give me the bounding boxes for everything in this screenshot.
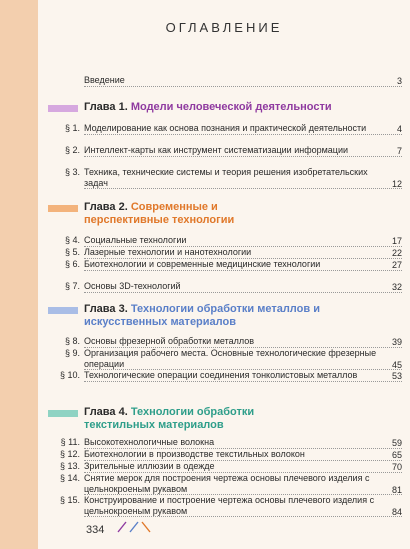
toc-row-title: Техника, технические системы и теория решения изобретательских задач (84, 167, 402, 189)
toc-row-page: 70 (391, 462, 402, 472)
toc-row-s6[interactable] (64, 259, 402, 271)
toc-row-page: 81 (391, 484, 402, 495)
toc-row-title: Моделирование как основа познания и практической деятельности (84, 123, 402, 135)
toc-row-page: 3 (396, 76, 402, 86)
section-number: § 3. (64, 167, 80, 177)
toc-row-page: 22 (391, 248, 402, 258)
toc-row-s10[interactable] (59, 370, 402, 382)
toc-row-intro[interactable] (84, 75, 402, 87)
chapter-3-heading[interactable] (84, 303, 370, 329)
chapter-4-heading[interactable] (84, 406, 320, 432)
toc-row-s9[interactable] (64, 348, 402, 370)
toc-row-page: 65 (391, 450, 402, 460)
toc-row-title: Интеллект-карты как инструмент систематизации информации (84, 145, 402, 157)
section-number: § 4. (64, 235, 80, 245)
toc-row-title: Организация рабочего места. Основные технологические фрезерные операции (84, 348, 402, 370)
toc-row-s3[interactable] (64, 167, 402, 189)
toc-row-title: Зрительные иллюзии в одежде (84, 461, 402, 473)
toc-row-title: Биотехнологии в производстве текстильных волокон (84, 449, 402, 461)
section-number: § 7. (64, 281, 80, 291)
page-number: 334 (86, 524, 105, 536)
chapter-4-title: Технологии обработки текстильных материалов (84, 406, 255, 431)
section-number: § 11. (60, 437, 80, 447)
toc-row-s5[interactable] (64, 247, 402, 259)
chapter-2-heading[interactable] (84, 201, 300, 227)
toc-row-page: 4 (396, 124, 402, 134)
section-number: § 10. (59, 370, 80, 380)
toc-row-s8[interactable] (64, 336, 402, 348)
chapter-1-title: Модели человеческой деятельности (130, 101, 332, 113)
toc-row-title: Биотехнологии и современные медицинские технологии (84, 259, 402, 271)
chapter-3-prefix: Глава 3. (84, 303, 128, 315)
toc-row-page: 53 (391, 371, 402, 381)
toc-row-page: 45 (391, 359, 402, 370)
chapter-1-swatch (48, 105, 78, 112)
toc-row-s4[interactable] (64, 235, 402, 247)
toc-row-title: Основы 3D-технологий (84, 281, 402, 293)
toc-row-title: Социальные технологии (84, 235, 402, 247)
toc-row-title: Снятие мерок для построения чертежа основы плечевого изделия с цельнокроеным рукавом (84, 473, 402, 495)
toc-row-title: Основы фрезерной обработки металлов (84, 336, 402, 348)
decorative-side-strip (0, 0, 38, 549)
chapter-3-title: Технологии обработки металлов и искусственных материалов (84, 303, 320, 328)
decorative-slashes-icon (116, 520, 156, 534)
toc-row-s7[interactable] (64, 281, 402, 293)
section-number: § 13. (59, 461, 80, 471)
section-number: § 2. (64, 145, 80, 155)
toc-row-title: Высокотехнологичные волокна (84, 437, 402, 449)
toc-row-s15[interactable] (59, 495, 402, 517)
chapter-2-swatch (48, 205, 78, 212)
toc-row-title: Введение (84, 75, 402, 87)
chapter-2-title: Современные и перспективные технологии (84, 201, 235, 226)
chapter-4-swatch (48, 410, 78, 417)
toc-row-s1[interactable] (64, 123, 402, 135)
toc-row-s13[interactable] (59, 461, 402, 473)
page-title: ОГЛАВЛЕНИЕ (165, 20, 283, 35)
section-number: § 15. (59, 495, 80, 505)
section-number: § 8. (64, 336, 80, 346)
toc-row-page: 12 (391, 178, 402, 189)
section-number: § 5. (64, 247, 80, 257)
toc-row-page: 32 (391, 282, 402, 292)
chapter-3-swatch (48, 307, 78, 314)
toc-row-page: 17 (391, 236, 402, 246)
toc-row-page: 7 (396, 146, 402, 156)
chapter-1-prefix: Глава 1. (84, 101, 128, 113)
section-number: § 14. (59, 473, 80, 483)
toc-row-s12[interactable] (59, 449, 402, 461)
toc-page (38, 0, 410, 549)
toc-row-title: Лазерные технологии и нанотехнологии (84, 247, 402, 259)
chapter-2-prefix: Глава 2. (84, 201, 128, 213)
section-number: § 12. (59, 449, 80, 459)
toc-row-s14[interactable] (59, 473, 402, 495)
chapter-4-prefix: Глава 4. (84, 406, 128, 418)
toc-row-title: Технологические операции соединения тонколистовых металлов (84, 370, 402, 382)
toc-row-s2[interactable] (64, 145, 402, 157)
toc-row-page: 84 (391, 506, 402, 517)
section-number: § 9. (64, 348, 80, 358)
toc-row-s11[interactable] (60, 437, 402, 449)
chapter-1-heading[interactable] (84, 101, 402, 114)
section-number: § 6. (64, 259, 80, 269)
toc-row-page: 59 (391, 438, 402, 448)
section-number: § 1. (64, 123, 80, 133)
toc-row-page: 27 (391, 260, 402, 270)
toc-row-title: Конструирование и построение чертежа основы плечевого изделия с цельнокроеным рукавом (84, 495, 402, 517)
toc-row-page: 39 (391, 337, 402, 347)
